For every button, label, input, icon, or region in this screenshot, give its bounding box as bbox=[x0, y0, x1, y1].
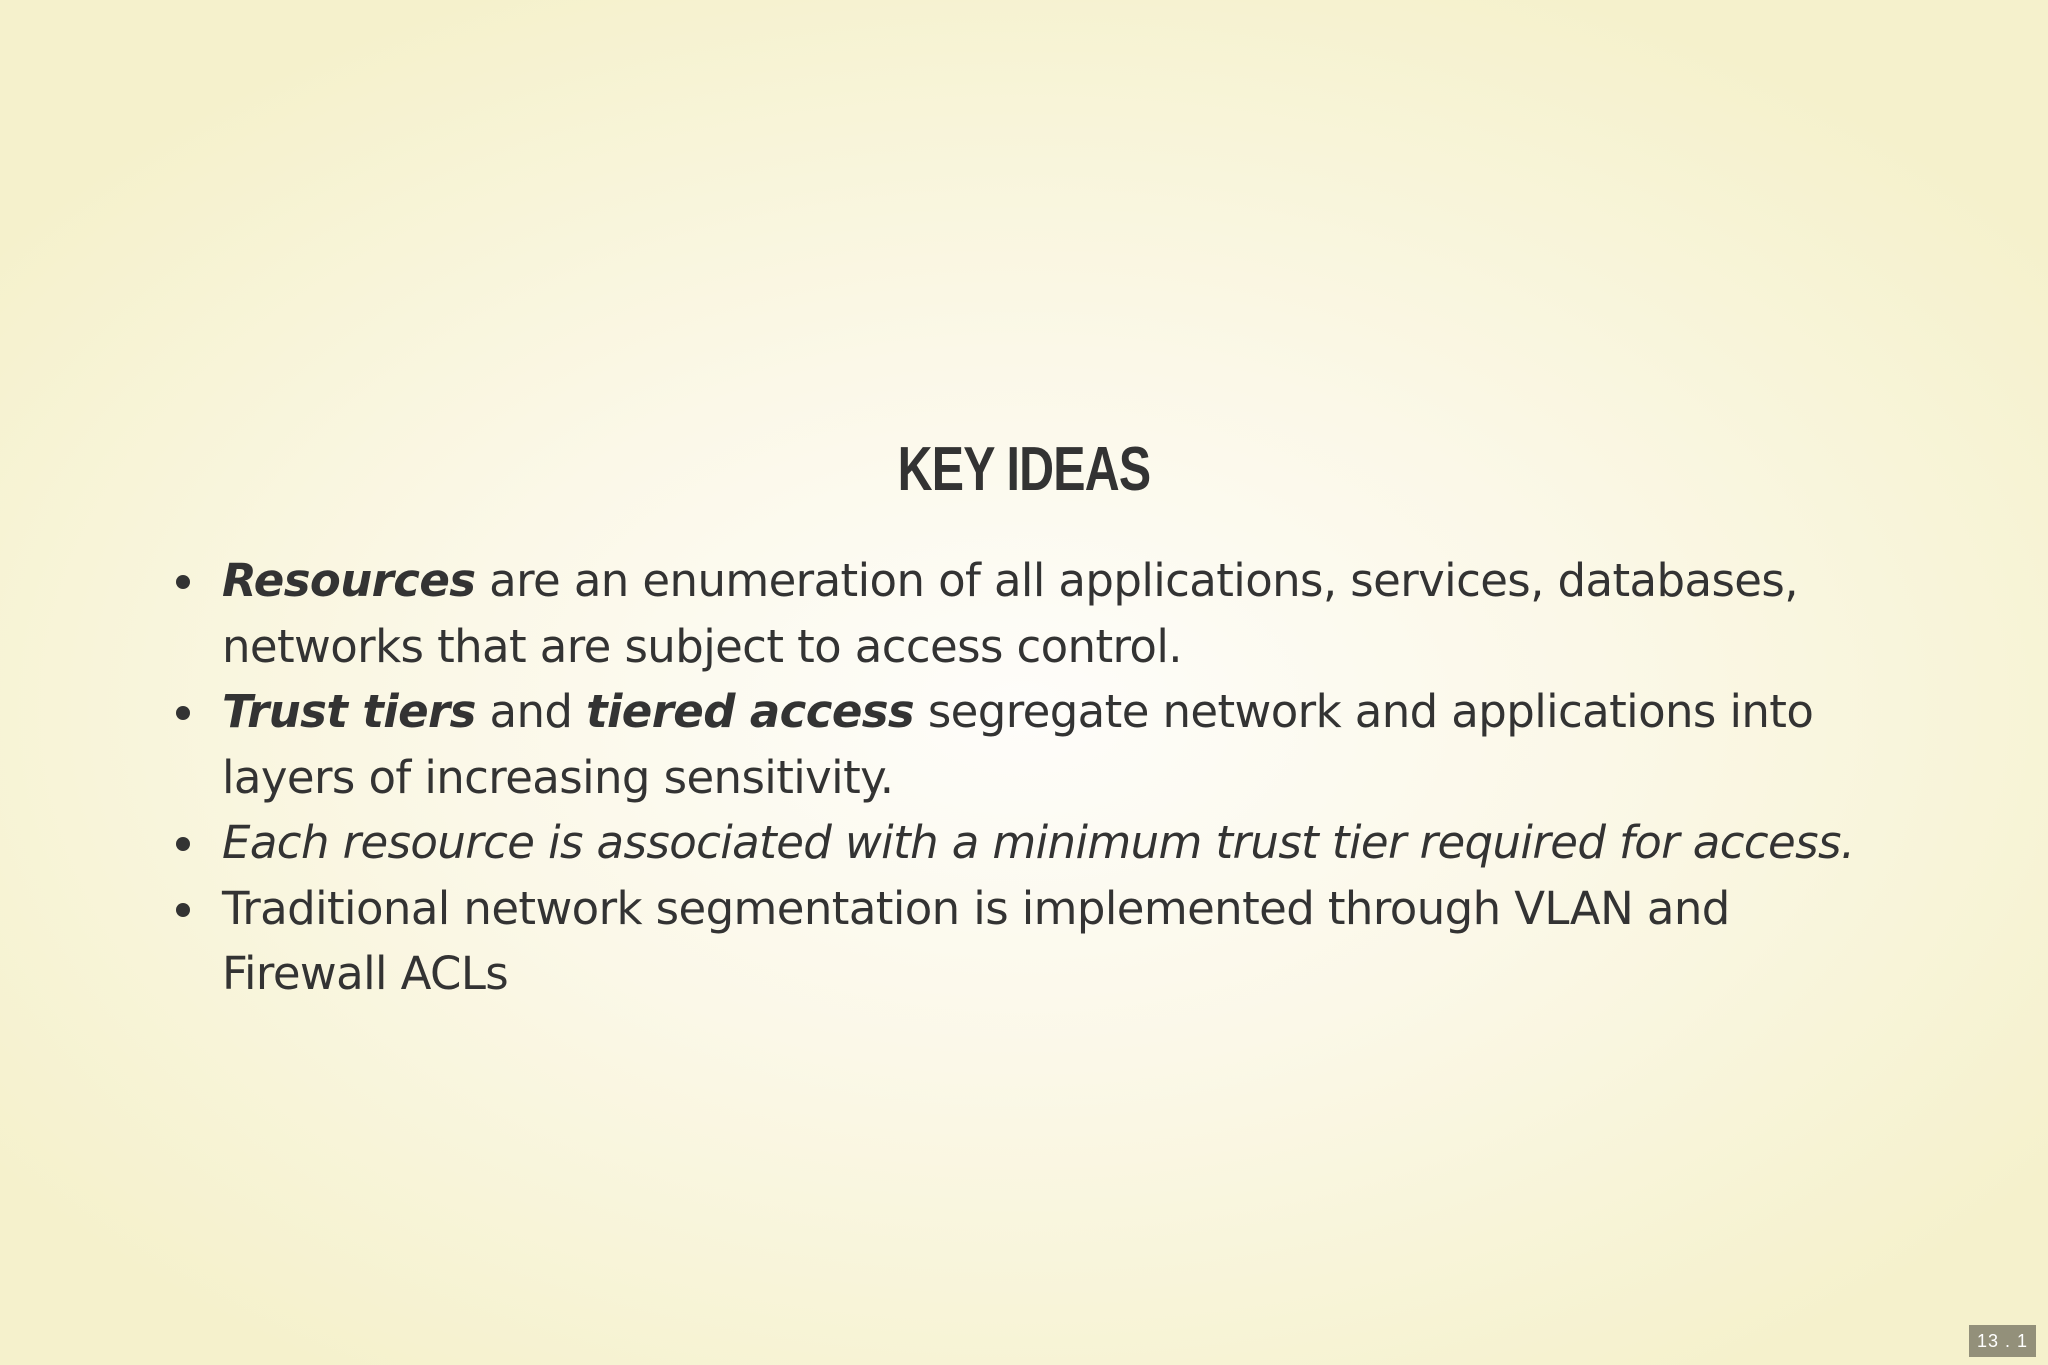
term-resources: Resources bbox=[222, 554, 476, 607]
bullet-text: Traditional network segmentation is implemented through VLAN and Firewall ACLs bbox=[222, 881, 1730, 1000]
bullet-dot-icon bbox=[176, 903, 190, 917]
bullet-item-segmentation bbox=[222, 876, 1862, 1007]
bullet-dot-icon bbox=[176, 706, 190, 720]
bullet-list bbox=[222, 548, 1862, 1007]
bullet-item-resources bbox=[222, 548, 1862, 679]
bullet-item-trust-tiers bbox=[222, 679, 1862, 810]
bullet-dot-icon bbox=[176, 837, 190, 851]
slide-title: KEY IDEAS bbox=[897, 435, 1151, 504]
term-tiered-access: tiered access bbox=[586, 685, 915, 738]
bullet-text: segregate network and applications into layers of increasing sensitivity. bbox=[222, 685, 1814, 804]
term-trust-tiers: Trust tiers bbox=[222, 685, 476, 738]
bullet-text: are an enumeration of all applications, services, databases, networks that are subject to access control. bbox=[222, 554, 1798, 673]
slide-number: 13 . 1 bbox=[1969, 1325, 2036, 1357]
bullet-item-minimum-trust bbox=[222, 810, 1862, 876]
bullet-text: Each resource is associated with a minimum trust tier required for access. bbox=[222, 816, 1855, 869]
bullet-text: and bbox=[475, 685, 587, 738]
bullet-dot-icon bbox=[176, 575, 190, 589]
